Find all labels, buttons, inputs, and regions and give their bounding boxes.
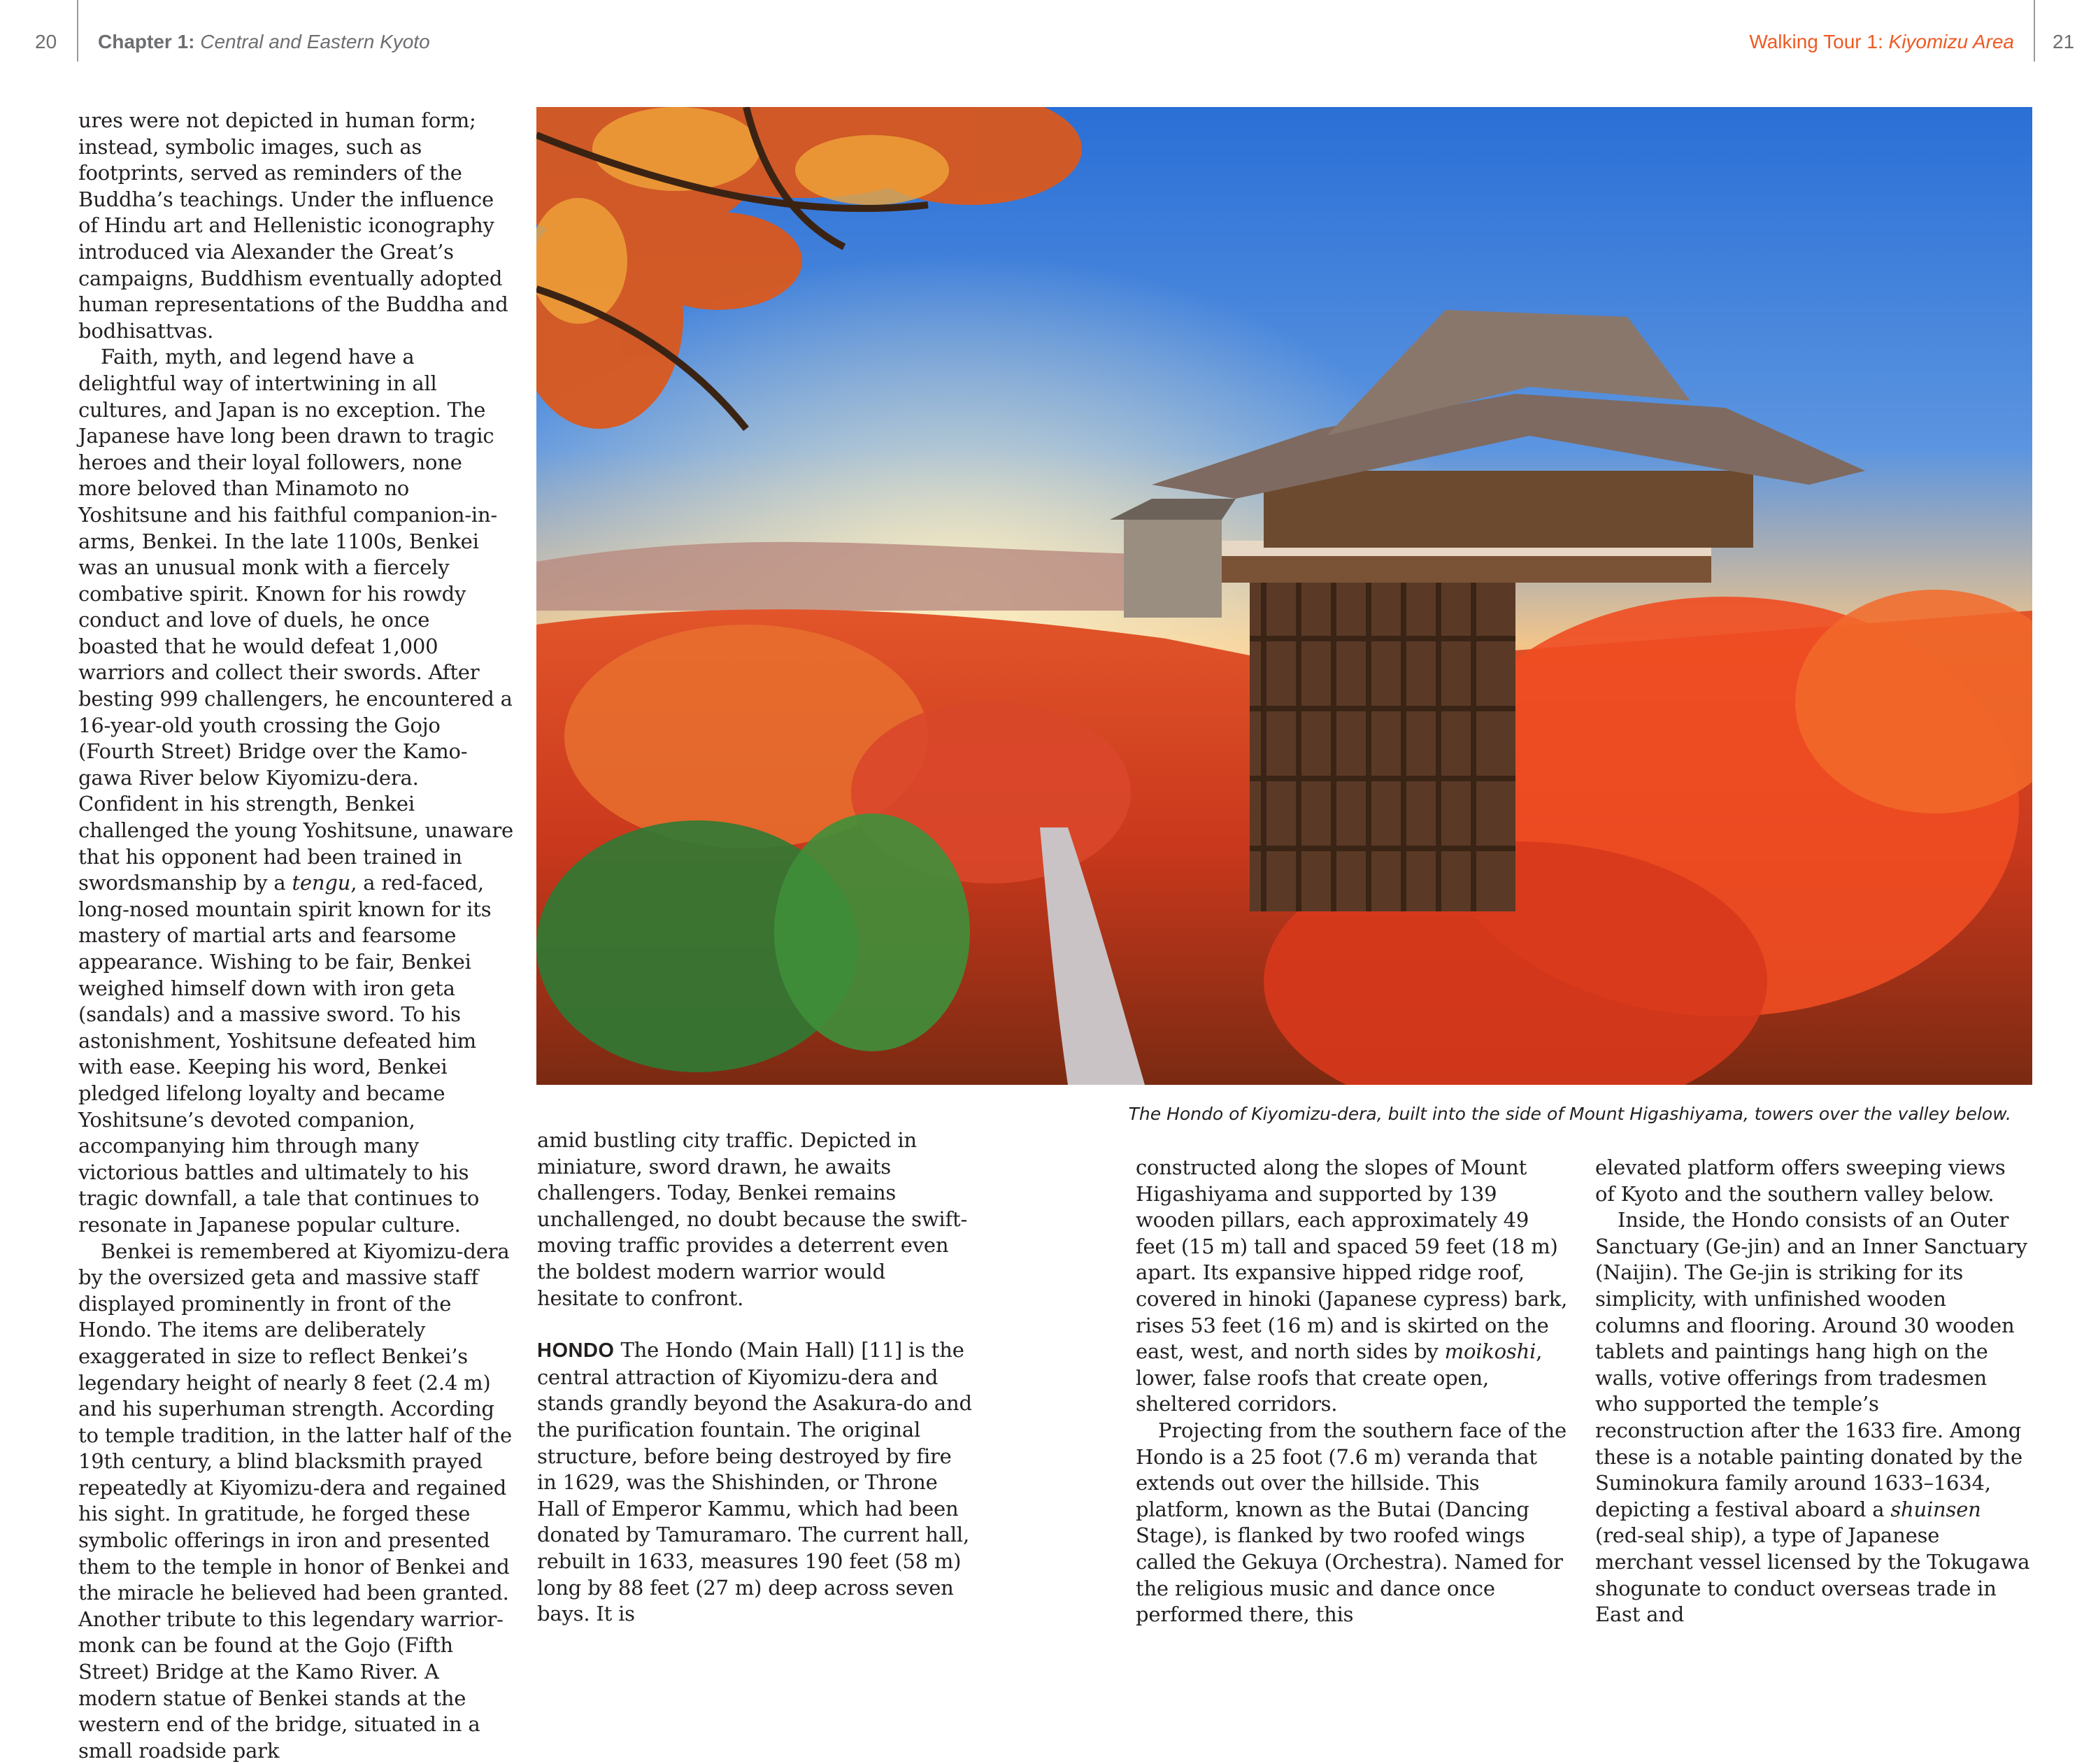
tour-header	[1720, 31, 2014, 53]
paragraph: Benkei is remembered at Kiyomizu-dera by the oversized geta and massive staff displayed prominently in front of the Hondo. The items are deliberately exaggerated in size to reflect Benkei’s legendary height of nearly 8 feet (2.4 m) and his superhuman strength. According to temple tradition, in the latter half of the 19th century, a blind blacksmith prayed repeatedly at Kiyomizu-dera and regained his sight. In gratitude, he forged these symbolic offerings in iron and presented them to the temple in honor of Benkei and the miracle he believed had been granted. Another tribute to this legendary warrior-monk can be found at the Gojo (Fifth Street) Bridge at the Kamo River. A modern statue of Benkei stands at the western end of the bridge, situated in a small roadside park	[78, 1239, 512, 1763]
left-page-number: 20	[35, 31, 57, 52]
right-page-number: 21	[2053, 31, 2075, 52]
text-column-1	[78, 108, 514, 1764]
term-moikoshi: moikoshi	[1444, 1339, 1536, 1364]
header-rule-left	[77, 0, 78, 62]
text-column-4	[1595, 1155, 2030, 1628]
paragraph: constructed along the slopes of Mount Higashiyama and supported by 139 wooden pillars, each approximately 49 feet (15 m) tall and spaced 59 feet (18 m) apart. Its expansive hipped ridge roof, covered in hinoki (Japanese cypress) bark, rises 53 feet (16 m) and is skirted on the east, west, and north sides by moikoshi, lower, false roofs that create open, sheltered corridors.	[1136, 1155, 1568, 1416]
text-column-2	[537, 1128, 972, 1628]
section-heading-hondo: HONDO	[537, 1339, 615, 1363]
term-tengu: tengu	[292, 871, 351, 895]
text-column-3	[1136, 1155, 1571, 1628]
chapter-label: Chapter 1:	[98, 31, 195, 52]
temple-photo	[536, 107, 2032, 1085]
paragraph: Projecting from the southern face of the Hondo is a 25 foot (7.6 m) veranda that extends out over the hillside. This platform, known as the Butai (Dancing Stage), is flanked by two roofed wings called the Gekuya (Orchestra). Named for the religious music and dance once performed there, this	[1136, 1418, 1567, 1627]
paragraph: ures were not depicted in human form; instead, symbolic images, such as footprints, served as reminders of the Buddha’s teachings. Under the influence of Hindu art and Hellenistic iconography introduced via Alexander the Great’s campaigns, Buddhism eventually adopted human representations of the Buddha and bodhisattvas.	[78, 108, 508, 343]
paragraph: Inside, the Hondo consists of an Outer Sanctuary (Ge-jin) and an Inner Sanctuary (Naijin). The Ge-jin is striking for its simplicity, with unfinished wooden columns and flooring. Around 30 wooden tablets and paintings hang high on the walls, votive offerings from tradesmen who supported the temple’s reconstruction after the 1633 fire. Among these is a notable painting donated by the Suminokura family around 1633–1634, depicting a festival aboard a shuinsen (red-seal ship), a type of Japanese merchant vessel licensed by the Tokugawa shogunate to conduct overseas trade in East and	[1595, 1208, 2030, 1627]
paragraph: Faith, myth, and legend have a delightful way of intertwining in all cultures, and Japan is no exception. The Japanese have long been drawn to tragic heroes and their loyal followers, none more beloved than Minamoto no Yoshitsune and his faithful companion-in-arms, Benkei. In the late 1100s, Benkei was an unusual monk with a fiercely combative spirit. Known for his rowdy conduct and love of duels, he once boasted that he would defeat 1,000 warriors and collect their swords. After besting 999 challengers, he encountered a 16-year-old youth crossing the Gojo (Fourth Street) Bridge over the Kamo-gawa River below Kiyomizu-dera. Confident in his strength, Benkei challenged the young Yoshitsune, unaware that his opponent had been trained in swordsmanship by a tengu, a red-faced, long-nosed mountain spirit known for its mastery of martial arts and fearsome appearance. Wishing to be fair, Benkei weighed himself down with iron geta (sandals) and a massive sword. To his astonishment, Yoshitsune defeated him with ease. Keeping his word, Benkei pledged lifelong loyalty and became Yoshitsune’s devoted companion, accompanying him through many victorious battles and ultimately to his tragic downfall, a tale that continues to resonate in Japanese popular culture.	[78, 345, 513, 1237]
tour-label: Walking Tour 1:	[1749, 31, 1883, 52]
paragraph: HONDO The Hondo (Main Hall) [11] is the central attraction of Kiyomizu-dera and stands grandly beyond the Asakura-do and the purification fountain. The original structure, before being destroyed by fire in 1629, was the Shishinden, or Throne Hall of Emperor Kammu, which had been donated by Tamuramaro. The current hall, rebuilt in 1633, measures 190 feet (58 m) long by 88 feet (27 m) deep across seven bays. It is	[537, 1338, 972, 1626]
paragraph: elevated platform offers sweeping views of Kyoto and the southern valley below.	[1595, 1155, 2006, 1206]
photo-caption: The Hondo of Kiyomizu-dera, built into the side of Mount Higashiyama, towers over the valley below.	[1128, 1104, 2011, 1124]
term-shuinsen: shuinsen	[1890, 1497, 1981, 1521]
header-rule-right	[2034, 0, 2035, 62]
paragraph: amid bustling city traffic. Depicted in miniature, sword drawn, he awaits challengers. Today, Benkei remains unchallenged, no doubt because the swift-moving traffic provides a deterrent even the boldest modern warrior would hesitate to confront.	[537, 1128, 968, 1310]
chapter-header	[98, 31, 430, 53]
chapter-title: Central and Eastern Kyoto	[200, 31, 430, 52]
tour-title: Kiyomizu Area	[1888, 31, 2014, 52]
